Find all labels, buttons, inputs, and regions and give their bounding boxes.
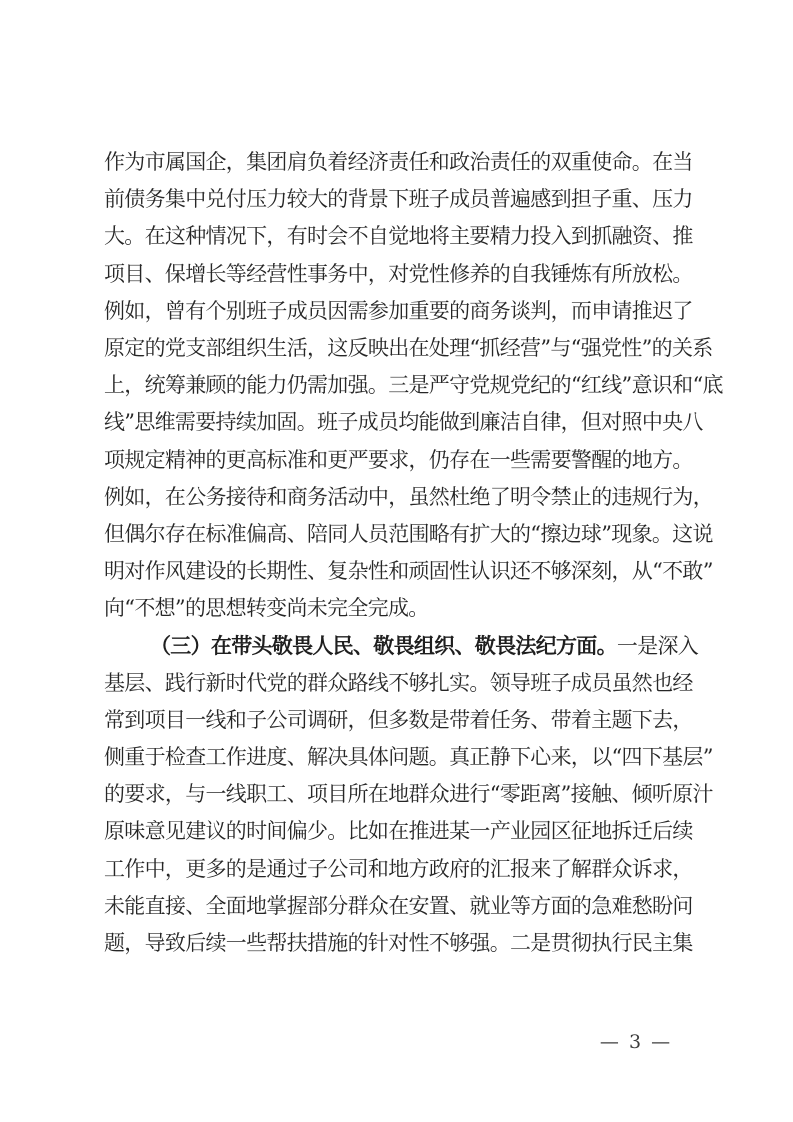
text-line: 原定的党支部组织生活，这反映出在处理“抓经营”与“强党性”的关系 [104, 335, 713, 360]
text-line: 的要求，与一线职工、项目所在地群众进行“零距离”接触、倾听原汁 [104, 782, 713, 807]
text-line: 项规定精神的更高标准和更严要求，仍存在一些需要警醒的地方。 [104, 447, 693, 472]
section-heading-line [104, 627, 699, 664]
text-line: 大。在这种情况下，有时会不自觉地将主要精力投入到抓融资、推 [104, 224, 693, 249]
text-line: 工作中，更多的是通过子公司和地方政府的汇报来了解群众诉求， [104, 856, 693, 881]
text-line: 侧重于检查工作进度、解决具体问题。真正静下心来，以“四下基层” [104, 745, 713, 769]
text-line: 作为市属国企，集团肩负着经济责任和政治责任的双重使命。在当 [104, 150, 693, 174]
text-line: 题，导致后续一些帮扶措施的针对性不够强。二是贯彻执行民主集 [104, 930, 693, 955]
text-line: 未能直接、全面地掌握部分群众在安置、就业等方面的急难愁盼问 [104, 893, 693, 918]
text-line: 基层、践行新时代党的群众路线不够扎实。领导班子成员虽然也经 [104, 670, 693, 695]
text-line: 例如，曾有个别班子成员因需参加重要的商务谈判，而申请推迟了 [104, 298, 693, 323]
text-run: 一是深入 [616, 634, 699, 659]
text-line: 常到项目一线和子公司调研，但多数是带着任务、带着主题下去， [104, 707, 693, 732]
text-line: 例如，在公务接待和商务活动中，虽然杜绝了明令禁止的违规行为， [104, 484, 713, 509]
text-line: 原味意见建议的时间偏少。比如在推进某一产业园区征地拆迁后续 [104, 819, 693, 844]
text-line: 线”思维需要持续加固。班子成员均能做到廉洁自律，但对照中央八 [104, 410, 703, 435]
page-number: — 3 — [599, 1031, 673, 1053]
text-line: 明对作风建设的长期性、复杂性和顽固性认识还不够深刻，从“不敢” [104, 559, 713, 584]
document-body [104, 144, 723, 962]
text-line: 项目、保增长等经营性事务中，对党性修养的自我锤炼有所放松。 [104, 261, 693, 286]
text-line: 上，统筹兼顾的能力仍需加强。三是严守党规党纪的“红线”意识和“底 [104, 373, 723, 398]
text-line: 前债务集中兑付压力较大的背景下班子成员普遍感到担子重、压力 [104, 187, 693, 212]
section-heading: （三）在带头敬畏人民、敬畏组织、敬畏法纪方面。 [150, 633, 617, 659]
text-line: 向“不想”的思想转变尚未完全完成。 [104, 596, 429, 621]
text-line: 但偶尔存在标准偏高、陪同人员范围略有扩大的“擦边球”现象。这说 [104, 521, 713, 546]
